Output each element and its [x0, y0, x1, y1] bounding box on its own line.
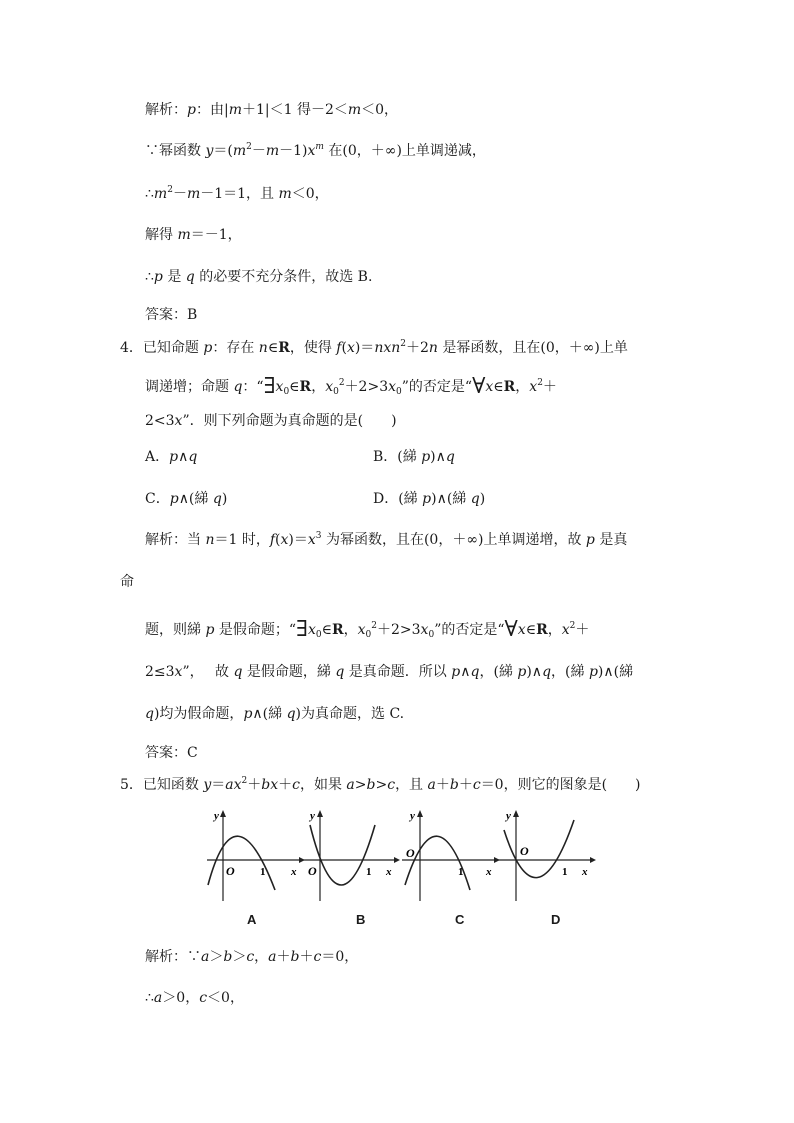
- origin-label: O: [226, 864, 235, 878]
- x-axis-label: x: [582, 866, 588, 878]
- solution4-line-2: 题，则綈 p 是假命题；“$\exists x_0\in R$，$x_0^2+2>3x_0$”的否定是“∀x∈R，$x^2+$: [145, 617, 590, 642]
- graph-c: [400, 805, 500, 905]
- graph-b-label: B: [356, 912, 366, 927]
- tick-label-1: 1: [260, 866, 266, 878]
- option-b: B．(綈 p)∧q: [373, 449, 455, 465]
- problem4-stem-line-2: 调递增；命题 q：“$\exists x_0\in R$，$x_0^2+2>3x_0$”的否定是“∀x∈R，$x^2+$: [145, 374, 557, 399]
- solution3-line-2: ∵幂函数 $y=(m^2-m-1)x^m$ 在(0，＋∞)上单调递减，: [145, 142, 486, 159]
- problem5-stem: 5．已知函数 $y=ax^2+bx+c$，如果 a>b>c，且 a＋b＋c＝0，则它的图象是( ): [120, 776, 641, 793]
- tick-label-1: 1: [366, 866, 372, 878]
- y-axis-label: y: [214, 810, 219, 822]
- option-a: A．p∧q: [145, 449, 198, 465]
- graph-a: [205, 805, 305, 905]
- solution4-line-4: q)均为假命题，p∧(綈 q)为真命题，选 C.: [145, 706, 405, 722]
- x-axis-label: x: [291, 866, 297, 878]
- solution3-line-5: ∴p 是 q 的必要不充分条件，故选 B.: [145, 269, 373, 285]
- problem4-stem-line-1: 4．已知命题 p：存在 n∈R，使得 f(x)＝nxn$^2$＋2n 是幂函数，且在(0，＋∞)上单: [120, 339, 628, 356]
- tick-label-1: 1: [562, 866, 568, 878]
- solution4-line-1b: 命: [120, 574, 134, 590]
- option-c: C．p∧(綈 q): [145, 491, 228, 507]
- origin-label: O: [520, 844, 529, 858]
- origin-label: O: [406, 846, 415, 860]
- origin-label: O: [308, 864, 317, 878]
- solution3-line-3: $\therefore m^2-m-1=1$，且 m＜0，: [145, 185, 329, 202]
- tick-label-1: 1: [458, 866, 464, 878]
- y-axis-label: y: [410, 810, 415, 822]
- graph-a-label: A: [247, 912, 257, 927]
- problem4-stem-line-3: 2<3x”．则下列命题为真命题的是( ): [145, 413, 397, 429]
- solution4-line-1: 解析：当 n＝1 时，$f(x)=x^3$ 为幂函数，且在(0，＋∞)上单调递增，故 p 是真: [145, 531, 628, 548]
- solution3-line-4: 解得 m＝－1，: [145, 227, 242, 243]
- graph-d-label: D: [551, 912, 561, 927]
- graph-d: [496, 805, 596, 905]
- graph-b: [300, 805, 400, 905]
- solution5-line-1: 解析：∵a＞b＞c，a＋b＋c＝0，: [145, 949, 359, 965]
- solution5-line-2: ∴a＞0，c＜0，: [145, 990, 244, 1006]
- x-axis-label: x: [386, 866, 392, 878]
- option-d: D．(綈 p)∧(綈 q): [373, 491, 486, 507]
- answer-3: 答案：B: [145, 307, 198, 323]
- answer-4: 答案：C: [145, 745, 198, 761]
- y-axis-label: y: [310, 810, 315, 822]
- solution3-line-1: 解析：p：由|m＋1|＜1 得－2＜m＜0，: [145, 102, 399, 118]
- graph-c-label: C: [455, 912, 465, 927]
- y-axis-label: y: [506, 810, 511, 822]
- solution4-line-3: 2≤3x”， 故 q 是假命题，綈 q 是真命题．所以 p∧q，(綈 p)∧q，(綈 p)∧(綈: [145, 664, 634, 680]
- x-axis-label: x: [486, 866, 492, 878]
